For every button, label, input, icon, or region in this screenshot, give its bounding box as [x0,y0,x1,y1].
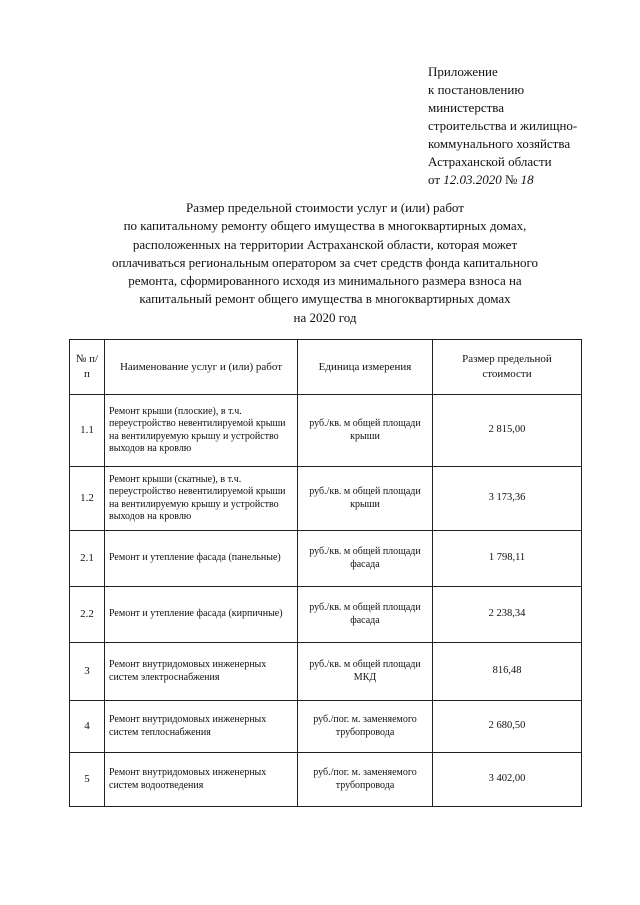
title-line: расположенных на территории Астраханской области, которая может [132,236,518,252]
row-num: 3 [70,643,105,701]
title-line: Размер предельной стоимости услуг и (или) работ [186,200,464,215]
row-unit: руб./кв. м общей площади крыши [298,395,433,467]
row-unit: руб./кв. м общей площади фасада [298,531,433,587]
handwritten-date: 12.03.2020 [443,172,502,187]
annex-line: коммунального хозяйства [428,136,571,151]
row-name: Ремонт и утепление фасада (кирпичные) [105,587,298,643]
row-price: 2 238,34 [433,587,582,643]
number-sign: № [505,172,518,187]
row-unit: руб./кв. м общей площади МКД [298,643,433,701]
row-name: Ремонт крыши (скатные), в т.ч. переустройство невентилируемой крыши на вентилируемую крышу и устройство выходов на кровлю [105,467,298,531]
title-line: капитальный ремонт общего имущества в многоквартирных домах [139,291,511,307]
row-num: 2.2 [70,587,105,643]
row-name: Ремонт крыши (плоские), в т.ч. переустройство невентилируемой крыши на вентилируемую крышу и устройство выходов на кровлю [105,395,298,467]
row-name: Ремонт внутридомовых инженерных систем водоотведения [105,753,298,807]
row-unit: руб./пог. м. заменяемого трубопровода [298,701,433,753]
row-price: 816,48 [433,643,582,701]
annex-line: Астраханской области [428,154,552,169]
row-unit: руб./пог. м. заменяемого трубопровода [298,753,433,807]
price-table [69,339,582,807]
table-header-row [70,340,582,395]
annex-block [428,63,628,189]
annex-line: Приложение [428,64,498,79]
table-row [70,587,582,643]
table-row [70,701,582,753]
annex-line: строительства и жилищно- [428,118,578,133]
row-num: 1.2 [70,467,105,531]
annex-date-line [428,171,628,189]
row-num: 1.1 [70,395,105,467]
header-name: Наименование услуг и (или) работ [105,340,298,395]
row-price: 2 815,00 [433,395,582,467]
header-price: Размер предельной стоимости [433,340,582,395]
row-price: 3 173,36 [433,467,582,531]
annex-line: министерства [428,100,505,115]
row-name: Ремонт и утепление фасада (панельные) [105,531,298,587]
table-row [70,395,582,467]
title-line: по капитальному ремонту общего имущества в многоквартирных домах, [123,218,527,234]
document-title [70,199,580,327]
row-price: 2 680,50 [433,701,582,753]
header-unit: Единица измерения [298,340,433,395]
row-unit: руб./кв. м общей площади крыши [298,467,433,531]
date-prefix: от [428,172,441,187]
row-num: 2.1 [70,531,105,587]
header-num: № п/п [70,340,105,395]
table-row [70,753,582,807]
row-unit: руб./кв. м общей площади фасада [298,587,433,643]
row-num: 5 [70,753,105,807]
table-row [70,643,582,701]
table-row [70,467,582,531]
row-name: Ремонт внутридомовых инженерных систем электроснабжения [105,643,298,701]
title-line: ремонта, сформированного исходя из минимального размера взноса на [128,273,522,289]
row-price: 1 798,11 [433,531,582,587]
row-price: 3 402,00 [433,753,582,807]
row-num: 4 [70,701,105,753]
row-name: Ремонт внутридомовых инженерных систем теплоснабжения [105,701,298,753]
title-line: на 2020 год [293,309,357,325]
title-line: оплачиваться региональным оператором за счет средств фонда капитального [111,254,539,270]
annex-line: к постановлению [428,82,525,97]
handwritten-number: 18 [520,172,534,187]
table-row [70,531,582,587]
